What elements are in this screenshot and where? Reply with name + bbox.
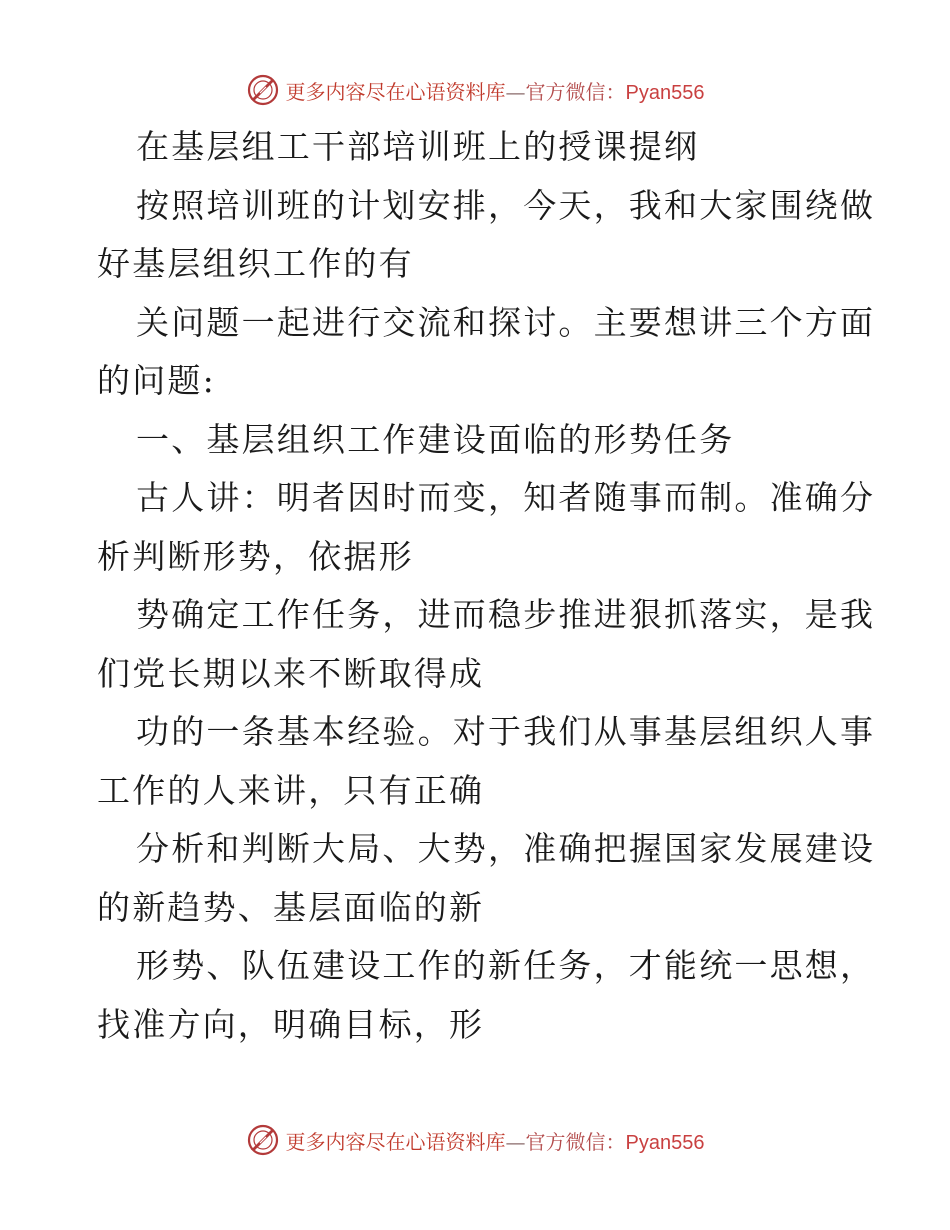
quill-logo-icon: [246, 1123, 280, 1157]
watermark-main-text: 更多内容尽在心语资料库: [285, 79, 506, 104]
text-line: 们党长期以来不断取得成: [97, 653, 485, 693]
watermark-footer: [0, 1120, 950, 1160]
quill-logo-icon: [246, 73, 280, 107]
text-line: 的新趋势、基层面临的新: [97, 887, 485, 927]
text-line: 找准方向，明确目标，形: [97, 1004, 485, 1044]
watermark-dash: —: [505, 1129, 526, 1154]
watermark-wechat-label: 官方微信：: [525, 1129, 626, 1154]
text-line: 在基层组工干部培训班上的授课提纲: [136, 127, 700, 166]
watermark-main-text: 更多内容尽在心语资料库: [285, 1129, 506, 1154]
text-line: 工作的人来讲，只有正确: [97, 770, 485, 810]
text-line: 形势、队伍建设工作的新任务，才能统一思想，: [136, 946, 876, 985]
document-body: [97, 118, 876, 1054]
watermark-text: [286, 76, 705, 105]
watermark-group: [246, 1123, 705, 1157]
watermark-text: [286, 1126, 705, 1155]
watermark-header: [0, 70, 950, 110]
watermark-wechat-label: 官方微信：: [525, 79, 626, 104]
text-line: 的问题:: [97, 361, 216, 400]
text-line: 势确定工作任务，进而稳步推进狠抓落实，是我: [136, 595, 876, 634]
text-line: 析判断形势，依据形: [97, 536, 414, 576]
text-line: 好基层组织工作的有: [97, 244, 414, 283]
text-line: 古人讲：明者因时而变，知者随事而制。准确分: [136, 478, 876, 517]
watermark-dash: —: [505, 79, 526, 104]
text-line: 分析和判断大局、大势，准确把握国家发展建设: [136, 829, 876, 868]
text-line: 按照培训班的计划安排，今天，我和大家围绕做: [136, 185, 876, 225]
watermark-wechat-id: Pyan556: [625, 1131, 705, 1154]
text-line: 一、基层组织工作建设面临的形势任务: [136, 419, 735, 459]
watermark-wechat-id: Pyan556: [625, 81, 705, 104]
text-line: 功的一条基本经验。对于我们从事基层组织人事: [136, 712, 876, 751]
watermark-group: [246, 73, 705, 107]
text-line: 关问题一起进行交流和探讨。主要想讲三个方面: [136, 302, 876, 342]
